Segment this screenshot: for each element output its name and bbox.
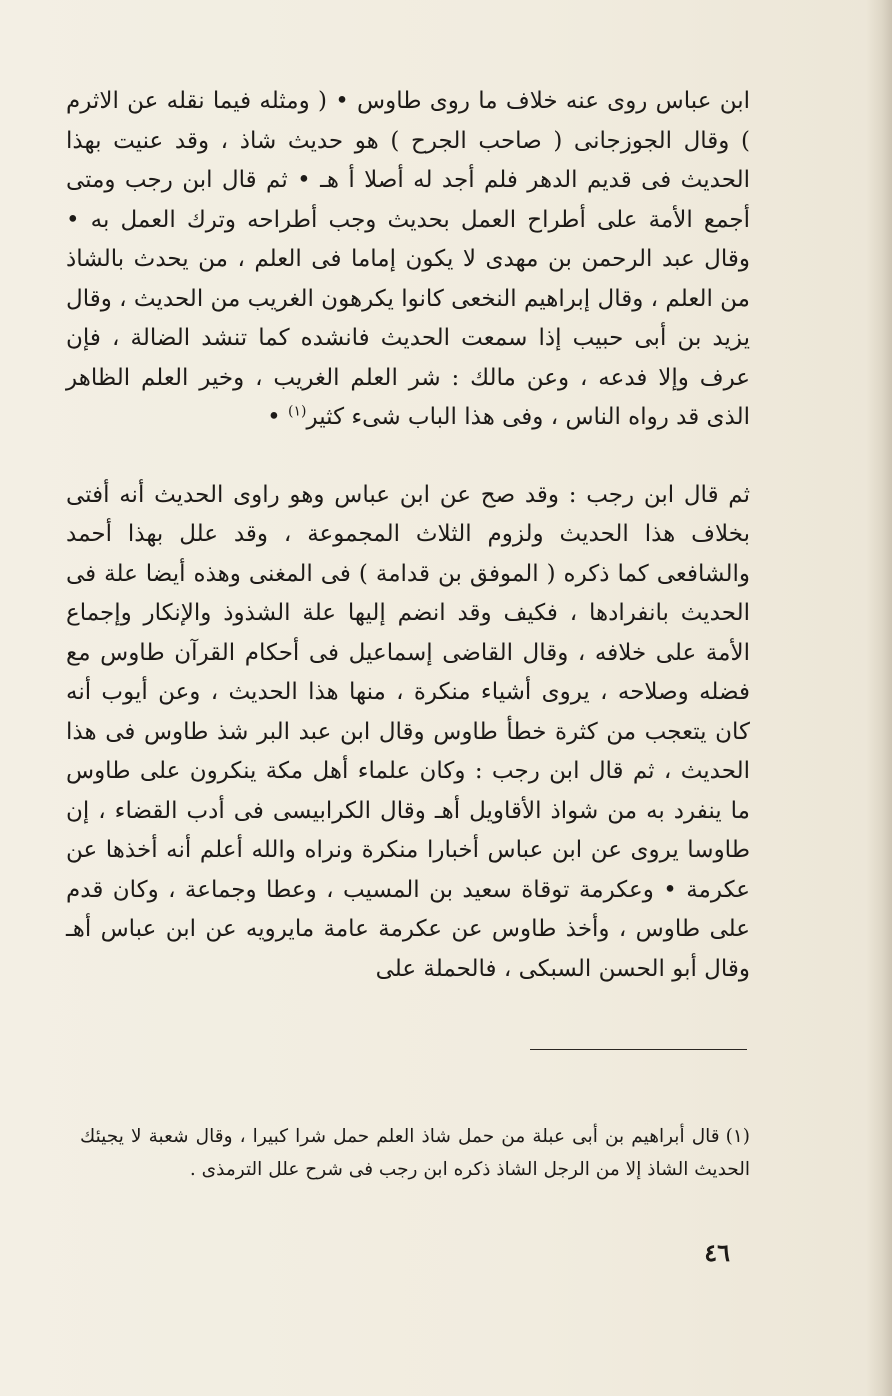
footnote-number: (١) (725, 1126, 750, 1147)
paragraph-1-text: ابن عباس روى عنه خلاف ما روى طاوس • ( ومثله فيما نقله عن الاثرم ) وقال الجوزجانى ( صاحب الجرح ) هو حديث شاذ ، وقد عنيت بهذا الحديث فى قديم الدهر فلم أجد له أصلا أ هـ • ثم قال ابن رجب ومتى أجمع الأمة على أطراح العمل بحديث وجب أطراحه وترك العمل به • وقال عبد الرحمن بن مهدى لا يكون إماما فى العلم ، من يحدث بالشاذ من العلم ، وقال إبراهيم النخعى كانوا يكرهون الغريب من الحديث ، وقال يزيد بن أبى حبيب إذا سمعت الحديث فانشده كما تنشد الضالة ، فإن عرف وإلا فدعه ، وعن مالك : شر العلم الغريب ، وخير العلم الظاهر الذى قد رواه الناس ، وفى هذا الباب شىء كثير (66, 88, 750, 430)
footnote-text: قال أبراهيم بن أبى عبلة من حمل شاذ العلم حمل شرا كبيرا ، وقال شعبة لا يجيئك الحديث الشاذ إلا من الرجل الشاذ ذكره ابن رجب فى شرح علل الترمذى . (80, 1126, 750, 1180)
page-binding-shadow (866, 0, 892, 1396)
main-text-block (66, 82, 750, 989)
footnote (80, 1120, 750, 1186)
page-number: ٤٦ (704, 1238, 730, 1267)
footnote-reference[interactable]: (١) (288, 403, 307, 420)
paragraph-1-end-mark: • (267, 404, 289, 430)
footnote-divider (530, 1049, 747, 1050)
paragraph-2: ثم قال ابن رجب : وقد صح عن ابن عباس وهو راوى الحديث أنه أفتى بخلاف هذا الحديث ولزوم الثلاث المجموعة ، وقد علل بهذا أحمد والشافعى كما ذكره ( الموفق بن قدامة ) فى المغنى وهذه أيضا علة فى الحديث بانفرادها ، فكيف وقد انضم إليها علة الشذوذ والإنكار وإجماع الأمة على خلافه ، وقال القاضى إسماعيل فى أحكام القرآن طاوس مع فضله وصلاحه ، يروى أشياء منكرة ، منها هذا الحديث ، وعن أيوب أنه كان يتعجب من كثرة خطأ طاوس وقال ابن عبد البر شذ طاوس فى هذا الحديث ، ثم قال ابن رجب : وكان علماء أهل مكة ينكرون على طاوس ما ينفرد به من شواذ الأقاويل أهـ وقال الكرابيسى فى أدب القضاء ، إن طاوسا يروى عن ابن عباس أخبارا منكرة ونراه والله أعلم أنه أخذها عن عكرمة • وعكرمة توقاة سعيد بن المسيب ، وعطا وجماعة ، وكان قدم على طاوس ، وأخذ طاوس عن عكرمة عامة مايرويه عن ابن عباس أهـ وقال أبو الحسن السبكى ، فالحملة على (66, 481, 750, 982)
paragraph-1 (66, 82, 750, 438)
